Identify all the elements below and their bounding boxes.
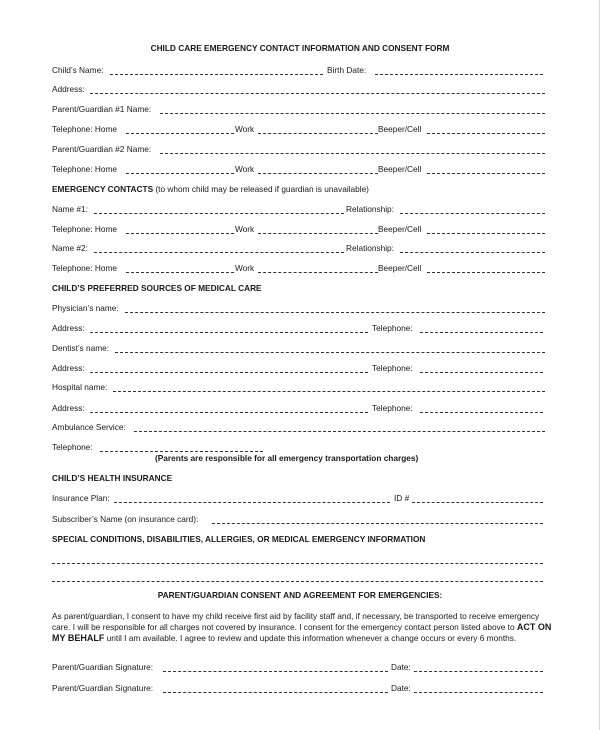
hospital-address-field[interactable] <box>90 412 368 413</box>
dentist-address-field[interactable] <box>90 372 368 373</box>
tel-beeper-field[interactable] <box>427 133 545 134</box>
physician-telephone-field[interactable] <box>420 332 543 333</box>
tel-home-label: Telephone: Home <box>52 164 118 174</box>
signature-label-2: Parent/Guardian Signature: <box>52 683 154 693</box>
medical-care-heading: CHILD’S PREFERRED SOURCES OF MEDICAL CARE <box>52 283 262 293</box>
work-label: Work <box>235 263 255 273</box>
consent-paragraph <box>52 611 552 644</box>
name1-field[interactable] <box>94 213 344 214</box>
beeper-label: Beeper/Cell <box>378 124 422 134</box>
form-title: CHILD CARE EMERGENCY CONTACT INFORMATION AND CONSENT FORM <box>150 43 450 53</box>
hospital-address-label: Address: <box>52 403 85 413</box>
address-field[interactable] <box>90 93 545 94</box>
physician-address-field[interactable] <box>90 332 368 333</box>
hospital-label: Hospital name: <box>52 382 108 392</box>
tel-home-label: Telephone: Home <box>52 224 118 234</box>
childs-name-label: Child’s Name: <box>52 65 104 75</box>
emergency-contacts-heading <box>52 184 369 194</box>
beeper-label: Beeper/Cell <box>378 164 422 174</box>
tel-home-field[interactable] <box>126 272 234 273</box>
tel-home-label: Telephone: Home <box>52 124 118 134</box>
parent2-name-field[interactable] <box>160 153 545 154</box>
consent-text-bold: ACT ON MY BEHALF <box>52 622 552 643</box>
hospital-field[interactable] <box>113 391 545 392</box>
ambulance-field[interactable] <box>134 431 545 432</box>
physician-address-label: Address: <box>52 323 85 333</box>
childs-name-field[interactable] <box>110 74 323 75</box>
date-label-2: Date: <box>391 683 411 693</box>
name2-label: Name #2: <box>52 243 88 253</box>
subscriber-label: Subscriber’s Name (on insurance card): <box>52 514 199 524</box>
hospital-telephone-field[interactable] <box>420 412 543 413</box>
insurance-id-field[interactable] <box>412 502 543 503</box>
dentist-telephone-label: Telephone: <box>372 363 413 373</box>
date-label: Date: <box>391 662 411 672</box>
signature-label: Parent/Guardian Signature: <box>52 662 154 672</box>
relationship-label: Relationship: <box>346 243 394 253</box>
relationship-label: Relationship: <box>346 204 394 214</box>
tel-beeper-field[interactable] <box>427 233 545 234</box>
parent2-name-label: Parent/Guardian #2 Name: <box>52 144 152 154</box>
tel-home-field[interactable] <box>126 233 234 234</box>
insurance-plan-label: Insurance Plan: <box>52 493 110 503</box>
tel-beeper-field[interactable] <box>427 272 545 273</box>
emergency-note: (to whom child may be released if guardian is unavailable) <box>155 184 369 194</box>
relationship2-field[interactable] <box>400 252 545 253</box>
beeper-label: Beeper/Cell <box>378 224 422 234</box>
parent1-name-field[interactable] <box>160 113 545 114</box>
tel-work-field[interactable] <box>258 133 378 134</box>
birth-date-field[interactable] <box>375 74 543 75</box>
consent-heading: PARENT/GUARDIAN CONSENT AND AGREEMENT FOR EMERGENCIES: <box>157 590 443 600</box>
address-label: Address: <box>52 84 85 94</box>
insurance-plan-field[interactable] <box>114 502 390 503</box>
ambulance-telephone-field[interactable] <box>100 451 263 452</box>
special-conditions-line-1[interactable] <box>52 563 543 564</box>
dentist-telephone-field[interactable] <box>420 372 543 373</box>
parent1-name-label: Parent/Guardian #1 Name: <box>52 104 152 114</box>
subscriber-field[interactable] <box>212 523 543 524</box>
insurance-id-label: ID # <box>394 493 410 503</box>
dentist-label: Dentist’s name: <box>52 343 110 353</box>
ambulance-telephone-label: Telephone: <box>52 442 93 452</box>
tel-home-label: Telephone: Home <box>52 263 118 273</box>
consent-text-before: As parent/guardian, I consent to have my child receive first aid by facility staff and, if necessary, be transported to receive emergency care. I will be responsible for all charges not covered by insurance. I consent for the emergency contact person listed above to <box>52 611 540 632</box>
tel-home-field[interactable] <box>126 173 234 174</box>
insurance-heading: CHILD’S HEALTH INSURANCE <box>52 473 173 483</box>
consent-text-after: until I am available. I agree to review and update this information whenever a change occurs or every 6 months. <box>106 633 517 643</box>
signature-field-2[interactable] <box>163 692 388 693</box>
special-conditions-heading: SPECIAL CONDITIONS, DISABILITIES, ALLERGIES, OR MEDICAL EMERGENCY INFORMATION <box>52 534 426 544</box>
work-label: Work <box>235 164 255 174</box>
beeper-label: Beeper/Cell <box>378 263 422 273</box>
dentist-field[interactable] <box>115 352 545 353</box>
name1-label: Name #1: <box>52 204 88 214</box>
emergency-heading-text: EMERGENCY CONTACTS <box>52 184 154 194</box>
work-label: Work <box>235 224 255 234</box>
date-field-2[interactable] <box>414 692 543 693</box>
physician-telephone-label: Telephone: <box>372 323 413 333</box>
physician-label: Physician’s name: <box>52 303 119 313</box>
work-label: Work <box>235 124 255 134</box>
relationship1-field[interactable] <box>400 213 545 214</box>
special-conditions-line-2[interactable] <box>52 581 543 582</box>
physician-field[interactable] <box>125 312 545 313</box>
tel-work-field[interactable] <box>258 173 378 174</box>
tel-home-field[interactable] <box>126 133 234 134</box>
signature-field[interactable] <box>163 671 388 672</box>
transport-charges-note: (Parents are responsible for all emergency transportation charges) <box>155 453 419 463</box>
tel-work-field[interactable] <box>258 272 378 273</box>
name2-field[interactable] <box>94 252 344 253</box>
date-field[interactable] <box>414 671 543 672</box>
hospital-telephone-label: Telephone: <box>372 403 413 413</box>
dentist-address-label: Address: <box>52 363 85 373</box>
ambulance-label: Ambulance Service: <box>52 422 126 432</box>
birth-date-label: Birth Date: <box>327 65 367 75</box>
tel-work-field[interactable] <box>258 233 378 234</box>
tel-beeper-field[interactable] <box>427 173 545 174</box>
